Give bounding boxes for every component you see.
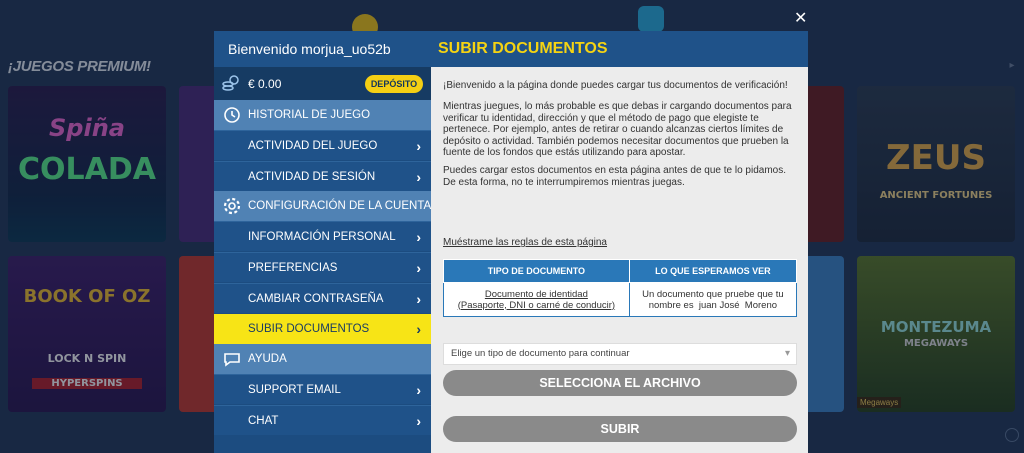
sidebar-item-preferences[interactable] xyxy=(214,252,431,282)
table-cell-expected xyxy=(629,283,796,317)
upload-documents-panel xyxy=(431,67,808,453)
sidebar-item-chat[interactable] xyxy=(214,405,431,435)
sidebar-item-label: INFORMACIÓN PERSONAL xyxy=(248,231,396,243)
welcome-text: Bienvenido morjua_uo52b xyxy=(228,41,391,57)
megaways-badge: Megaways xyxy=(857,397,901,408)
game-title-line3: HYPERSPINS xyxy=(32,378,142,389)
sidebar-item-upload-documents[interactable] xyxy=(214,314,431,344)
chevron-right-icon: › xyxy=(416,413,421,429)
upload-button[interactable]: SUBIR xyxy=(443,416,797,442)
table-header-expected: LO QUE ESPERAMOS VER xyxy=(629,260,796,283)
upload-anytime-paragraph: Puedes cargar estos documentos en esta página antes de que te lo pidamos. De esta forma, no te interrumpiremos mientras juegas. xyxy=(443,165,787,188)
sidebar-section-account-settings[interactable] xyxy=(214,191,431,221)
sidebar-item-session-activity[interactable] xyxy=(214,161,431,191)
gear-icon xyxy=(222,196,242,216)
game-title-line2: COLADA xyxy=(18,152,156,187)
sidebar-item-personal-info[interactable] xyxy=(214,221,431,251)
balance-row xyxy=(214,67,431,100)
history-icon xyxy=(222,105,242,125)
page-title: SUBIR DOCUMENTOS xyxy=(438,40,608,57)
premium-games-heading: ¡JUEGOS PREMIUM! xyxy=(8,58,151,75)
table-cell-doc-type xyxy=(444,283,630,317)
chevron-right-icon: › xyxy=(416,169,421,185)
account-sidebar xyxy=(214,67,431,453)
sidebar-item-label: SUPPORT EMAIL xyxy=(248,384,341,396)
id-document-types-link[interactable]: (Pasaporte, DNI o carné de conducir) xyxy=(457,299,616,311)
game-title-line2: ANCIENT FORTUNES xyxy=(879,190,993,201)
game-title-line2: LOCK N SPIN xyxy=(47,352,127,365)
sidebar-item-label: CONFIGURACIÓN DE LA CUENTA xyxy=(248,200,432,212)
game-title-line1: ZEUS xyxy=(886,138,986,178)
game-title-line1: MONTEZUMA xyxy=(880,318,992,336)
carousel-arrow-icon[interactable]: ▸ xyxy=(1009,60,1015,71)
close-icon[interactable]: ✕ xyxy=(794,10,808,27)
sidebar-section-game-history[interactable] xyxy=(214,100,431,130)
sidebar-item-game-activity[interactable] xyxy=(214,130,431,160)
table-header-doc-type: TIPO DE DOCUMENTO xyxy=(444,260,630,283)
sidebar-section-help[interactable] xyxy=(214,344,431,374)
table-header-row xyxy=(444,260,797,283)
expected-line2: nombre es juan José Moreno xyxy=(648,299,778,311)
modal-header xyxy=(214,31,808,67)
chevron-right-icon: › xyxy=(416,229,421,245)
chevron-right-icon: › xyxy=(416,138,421,154)
expected-line1: Un documento que pruebe que tu xyxy=(642,288,784,300)
table-row xyxy=(444,283,797,317)
show-rules-link[interactable]: Muéstrame las reglas de esta página xyxy=(443,237,607,248)
id-document-link[interactable]: Documento de identidad xyxy=(484,288,588,300)
sidebar-item-support-email[interactable] xyxy=(214,374,431,404)
explanation-paragraph: Mientras juegues, lo más probable es que debas ir cargando documentos para verificar tu identidad, dirección y que el método de pago que elegiste te pertenece. Por ejemplo, antes de retirar o cuando alcanzas ciertos límites de depósito o actividad. También podemos necesitar documentos que prueben la fuente de los fondos que estás utilizando para apostar. xyxy=(443,101,792,158)
select-placeholder: Elige un tipo de documento para continuar xyxy=(451,348,630,359)
deposit-button[interactable]: DEPÓSITO xyxy=(365,75,423,93)
sidebar-item-label: CHAT xyxy=(248,415,279,427)
sidebar-item-label: CAMBIAR CONTRASEÑA xyxy=(248,293,384,305)
game-title-line1: BOOK OF OZ xyxy=(23,286,151,307)
chat-bubble-icon xyxy=(222,349,242,369)
document-requirements-table xyxy=(443,259,797,317)
sidebar-item-change-password[interactable] xyxy=(214,283,431,313)
sidebar-item-label: HISTORIAL DE JUEGO xyxy=(248,109,371,121)
intro-paragraph: ¡Bienvenido a la página donde puedes cargar tus documentos de verificación! xyxy=(443,80,788,91)
chevron-right-icon: › xyxy=(416,291,421,307)
game-title-line1: Spiña xyxy=(49,114,125,142)
sidebar-item-label: ACTIVIDAD DEL JUEGO xyxy=(248,140,378,152)
balance-amount: € 0.00 xyxy=(248,77,282,91)
chevron-right-icon: › xyxy=(416,382,421,398)
document-type-select[interactable] xyxy=(443,343,797,365)
chevron-down-icon: ▾ xyxy=(784,348,790,359)
sidebar-item-label: ACTIVIDAD DE SESIÓN xyxy=(248,171,376,183)
chevron-right-icon: › xyxy=(416,321,421,337)
select-file-button[interactable]: SELECCIONA EL ARCHIVO xyxy=(443,370,797,396)
sidebar-item-label: SUBIR DOCUMENTOS xyxy=(248,323,370,335)
chevron-right-icon: › xyxy=(416,260,421,276)
coins-icon xyxy=(222,74,240,92)
game-title-line2: MEGAWAYS xyxy=(903,338,969,349)
sidebar-item-label: PREFERENCIAS xyxy=(248,262,338,274)
account-modal xyxy=(214,31,808,453)
sidebar-item-label: AYUDA xyxy=(248,353,287,365)
